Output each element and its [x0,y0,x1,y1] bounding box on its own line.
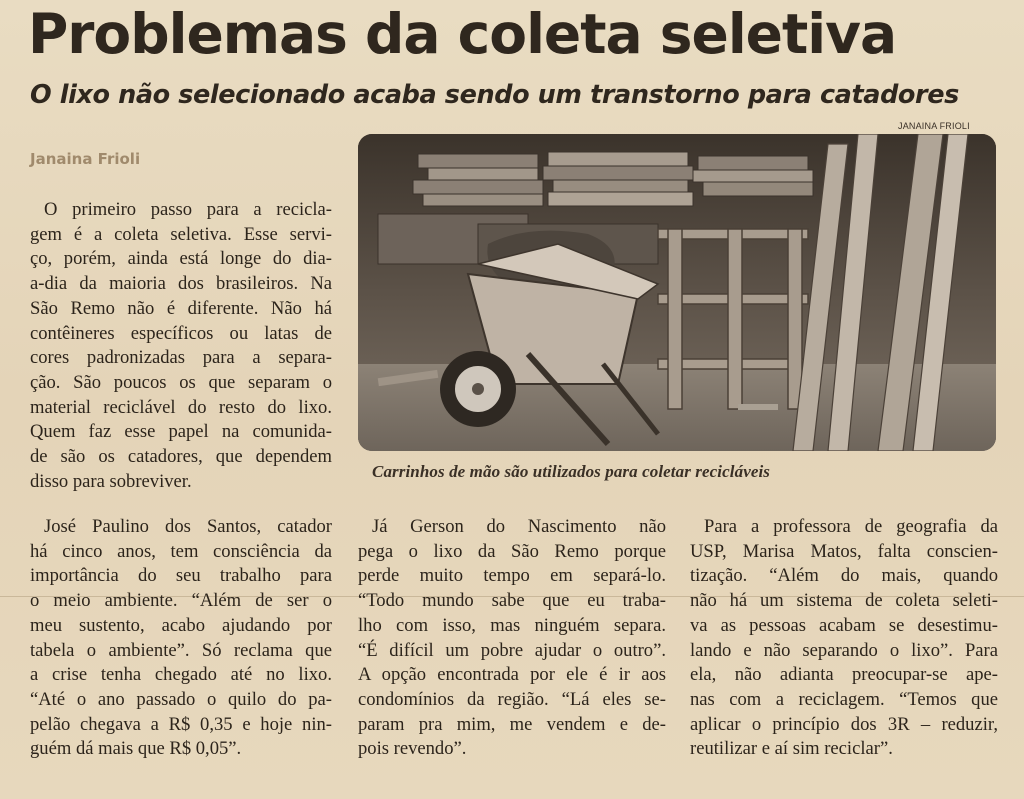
article-photo [358,134,996,451]
text-line: guém dá mais que R$ 0,05”. [30,738,242,760]
text-line: “É difícil um pobre ajudar o outro”. [358,639,666,661]
text-line: São Remo não é diferente. Não há [30,297,332,319]
text-line: lho com isso, mas ninguém separa. [358,614,666,636]
text-line: o meio ambiente. “Além de ser o [30,590,332,612]
text-line: pega o lixo da São Remo porque [358,540,666,562]
text-line: há cinco anos, tem consciência da [30,540,332,562]
text-line: de são os catadores, que dependem [30,446,332,468]
text-line: reutilizar e aí sim reciclar”. [690,738,893,760]
text-line: pois revendo”. [358,738,467,760]
text-line: A opção encontrada por ele é ir aos [358,664,666,686]
photo-caption: Carrinhos de mão são utilizados para coletar recicláveis [372,462,771,481]
article-subtitle: O lixo não selecionado acaba sendo um transtorno para catadores [30,80,959,110]
text-line: “Todo mundo sabe que eu traba- [358,590,666,612]
text-line: tabela o ambiente”. Só reclama que [30,639,332,661]
text-line: não há um sistema de coleta seleti- [690,590,998,612]
text-line: contêineres específicos ou latas de [30,322,332,344]
text-line: cores padronizadas para a separa- [30,347,332,369]
text-line: va as pessoas acabam se desestimu- [690,614,998,636]
article-title: Problemas da coleta seletiva [28,2,897,66]
text-line: material reciclável do resto do lixo. [30,396,332,418]
text-line: ela, não adianta preocupar-se ape- [690,664,998,686]
text-line: param pra mim, me vendem e de- [358,713,666,735]
text-line: a-dia da maioria dos brasileiros. Na [30,273,332,295]
text-line: José Paulino dos Santos, catador [44,516,332,537]
text-line: aplicar o princípio dos 3R – reduzir, [690,713,998,735]
text-line: nas com a reciclagem. “Temos que [690,688,998,710]
text-line: Quem faz esse papel na comunida- [30,421,332,443]
text-line: O primeiro passo para a recicla- [44,199,332,220]
text-line: tização. “Além do mais, quando [690,565,998,587]
text-line: meu sustento, acabo ajudando por [30,614,332,636]
article-byline: Janaina Frioli [30,150,141,168]
column-1 [30,515,332,762]
text-line: USP, Marisa Matos, falta conscien- [690,540,998,562]
text-line: condomínios da região. “Lá eles se- [358,688,666,710]
text-line: pelão chegava a R$ 0,35 e hoje nin- [30,713,332,735]
column-3 [690,515,998,762]
text-line: a crise tenha chegado até no lixo. [30,664,332,686]
column-2 [358,515,666,762]
photo-wheelbarrow-scrap-image [358,134,996,451]
text-line: lando e não separando o lixo”. Para [690,639,998,661]
text-line: gem é a coleta seletiva. Esse servi- [30,223,332,245]
text-line: ção. São poucos os que separam o [30,371,332,393]
text-line: “Até o ano passado o quilo do pa- [30,688,332,710]
photo-credit: JANAINA FRIOLI [898,121,970,131]
text-line: Para a professora de geografia da [704,516,998,537]
text-line: Já Gerson do Nascimento não [372,516,666,537]
text-line: disso para sobreviver. [30,470,192,492]
text-line: ço, porém, ainda está longe do dia- [30,248,332,270]
text-line: importância do seu trabalho para [30,565,332,587]
intro-column [30,198,332,494]
text-line: perde muito tempo em separá-lo. [358,565,666,587]
